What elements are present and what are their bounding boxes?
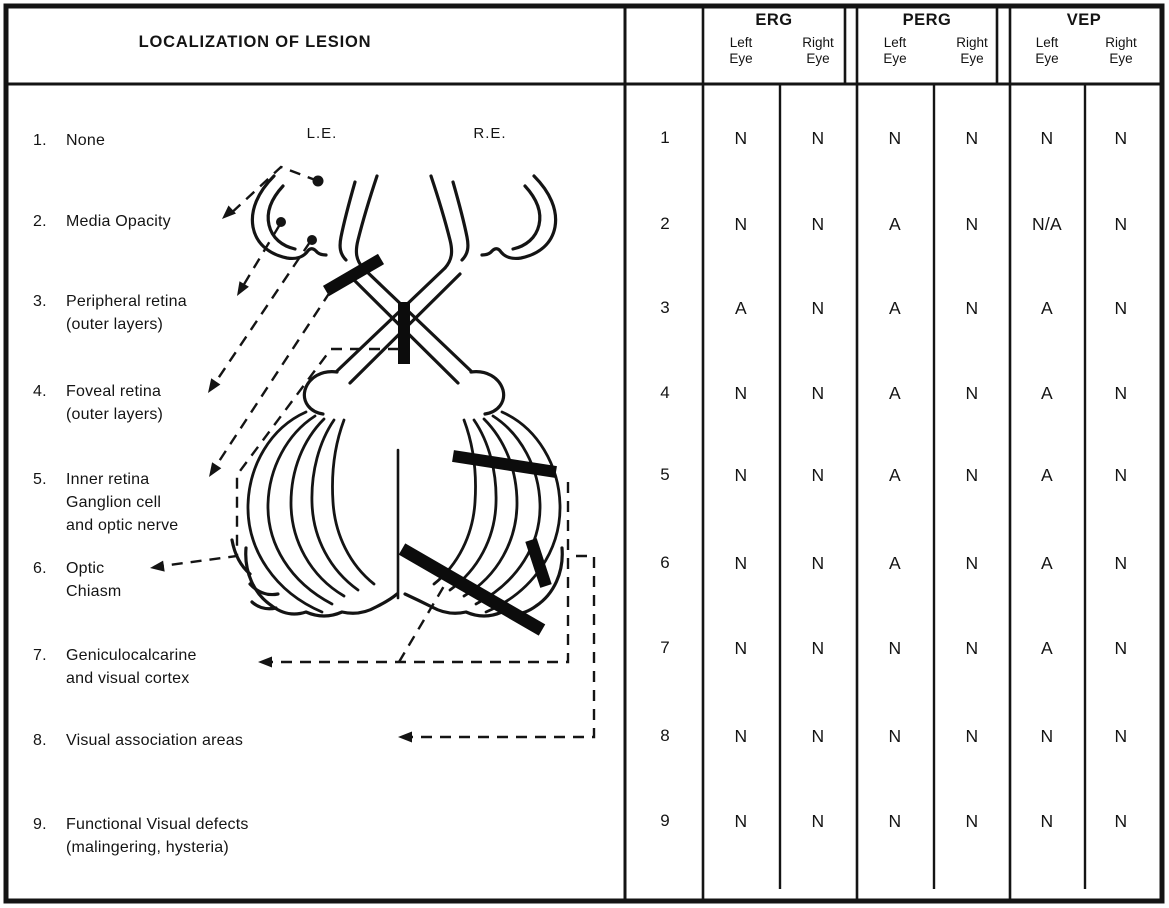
column-group-perg: PERG <box>902 11 952 29</box>
lesion-label: Ganglion cell <box>66 494 162 511</box>
table-cell: N <box>811 726 825 746</box>
lesion-label: (outer layers) <box>66 406 164 423</box>
table-cell: N/A <box>1031 214 1063 234</box>
row-number: 1 <box>660 128 670 147</box>
table-cell: A <box>889 383 901 403</box>
arrowhead-association-areas <box>398 732 412 743</box>
lesion-label: Inner retina <box>66 471 150 488</box>
table-cell: N <box>734 214 748 234</box>
column-group-vep: VEP <box>1066 11 1102 29</box>
column-group-erg: ERG <box>755 11 793 29</box>
right-geniculate-body <box>471 372 504 414</box>
table-cell: N <box>811 298 825 318</box>
lesion-label: Media Opacity <box>66 213 171 230</box>
lesion-label: and visual cortex <box>66 670 190 687</box>
table-cell: N <box>965 383 979 403</box>
table-cell: N <box>965 726 979 746</box>
lesion-bar-optic-nerve <box>326 259 381 291</box>
lesion-number: 9. <box>33 816 47 833</box>
table-cell: N <box>1114 465 1128 485</box>
table-cell: A <box>1041 553 1053 573</box>
column-header-erg-right: Right Eye <box>802 35 834 66</box>
table-cell: N <box>734 383 748 403</box>
arrowhead-peripheral-retina <box>237 281 249 296</box>
lesion-label: and optic nerve <box>66 517 179 534</box>
arrowhead-media-opacity <box>222 206 236 220</box>
lesion-number: 1. <box>33 132 47 149</box>
table-cell: N <box>965 298 979 318</box>
arrowhead-foveal-retina <box>208 378 220 393</box>
table-cell: A <box>735 298 747 318</box>
table-cell: N <box>811 214 825 234</box>
column-header-perg-left: Left Eye <box>883 35 907 66</box>
table-cell: N <box>1114 726 1128 746</box>
table-cell: N <box>734 811 748 831</box>
opacity-dot-peripheral <box>276 217 286 227</box>
table-cell: N <box>1040 726 1054 746</box>
table-cell: N <box>734 726 748 746</box>
table-cell: A <box>1041 383 1053 403</box>
pointer-lines <box>154 167 594 737</box>
table-cell: N <box>965 465 979 485</box>
page-title: LOCALIZATION OF LESION <box>138 33 372 51</box>
pointer-media-opacity <box>227 167 318 217</box>
table-cell: N <box>1114 638 1128 658</box>
table-cell: N <box>734 128 748 148</box>
table-cell: N <box>1040 128 1054 148</box>
table-cell: N <box>965 638 979 658</box>
table-cell: N <box>965 128 979 148</box>
table-cell: N <box>734 553 748 573</box>
lesion-label: Visual association areas <box>66 732 244 749</box>
lesion-item-9 <box>33 813 249 859</box>
lesion-item-1 <box>33 129 105 152</box>
left-eye-label: L.E. <box>306 125 338 142</box>
pointer-association-areas <box>402 556 594 737</box>
column-header-vep-left: Left Eye <box>1035 35 1059 66</box>
table-cell: N <box>1114 128 1128 148</box>
pointer-geniculocalcarine <box>262 477 568 662</box>
column-header-erg-left: Left Eye <box>729 35 753 66</box>
lesion-number: 6. <box>33 560 47 577</box>
table-cell: N <box>811 638 825 658</box>
lesion-item-2 <box>33 210 171 233</box>
lesion-label: Peripheral retina <box>66 293 187 310</box>
row-number: 6 <box>660 553 670 572</box>
table-cell: N <box>1114 811 1128 831</box>
right-eye-drawing <box>431 176 556 268</box>
lesion-label: (malingering, hysteria) <box>66 839 229 856</box>
lesion-number: 7. <box>33 647 47 664</box>
lesion-label: Chiasm <box>66 583 122 600</box>
column-header-perg-right: Right Eye <box>956 35 988 66</box>
lesion-label: Foveal retina <box>66 383 162 400</box>
visual-pathway-diagram <box>232 176 562 616</box>
lesion-item-5 <box>33 468 178 537</box>
arrowhead-inner-retina <box>209 462 221 477</box>
lesion-item-7 <box>33 644 197 690</box>
lesion-number: 5. <box>33 471 47 488</box>
lesion-label: Functional Visual defects <box>66 816 249 833</box>
table-cell: N <box>811 128 825 148</box>
pointer-foveal-retina <box>211 242 310 389</box>
table-cell: N <box>1114 553 1128 573</box>
table-cell: N <box>811 383 825 403</box>
pointer-optic-chiasm <box>154 349 399 567</box>
table-cell: N <box>1114 298 1128 318</box>
lesion-item-3 <box>33 290 187 336</box>
lesion-item-4 <box>33 380 163 426</box>
table-cell: N <box>888 811 902 831</box>
table-cell: A <box>889 553 901 573</box>
table-cell: N <box>811 465 825 485</box>
row-number: 7 <box>660 638 670 657</box>
lesion-label: None <box>66 132 106 149</box>
table-cell: A <box>1041 298 1053 318</box>
arrowhead-optic-chiasm <box>150 561 165 572</box>
table-cell: N <box>888 638 902 658</box>
column-header-vep-right: Right Eye <box>1105 35 1137 66</box>
table-cell: A <box>889 214 901 234</box>
arrowhead-geniculocalcarine <box>258 657 272 668</box>
lesion-label: Optic <box>66 560 105 577</box>
table-cell: N <box>888 128 902 148</box>
table-cell: N <box>811 811 825 831</box>
table-cell: N <box>734 638 748 658</box>
table-cell: A <box>889 298 901 318</box>
table-cell: N <box>1114 383 1128 403</box>
table-cell: N <box>888 726 902 746</box>
row-number: 5 <box>660 465 670 484</box>
row-number: 3 <box>660 298 670 317</box>
left-eye-drawing <box>252 176 377 268</box>
lesion-number: 3. <box>33 293 47 310</box>
row-number: 9 <box>660 811 670 830</box>
table-cell: N <box>965 553 979 573</box>
table-cell: A <box>1041 465 1053 485</box>
table-cell: N <box>965 811 979 831</box>
lesion-number: 8. <box>33 732 47 749</box>
lesion-item-6 <box>33 557 121 603</box>
right-eye-label: R.E. <box>473 125 507 142</box>
table-cell: N <box>965 214 979 234</box>
row-number: 8 <box>660 726 670 745</box>
table-cell: N <box>1114 214 1128 234</box>
table-cell: N <box>734 465 748 485</box>
row-number: 4 <box>660 383 670 402</box>
lesion-label: (outer layers) <box>66 316 164 333</box>
left-optic-radiation <box>248 412 374 612</box>
table-cell: N <box>1040 811 1054 831</box>
lesion-number: 2. <box>33 213 47 230</box>
row-number: 2 <box>660 214 670 233</box>
table-cell: A <box>889 465 901 485</box>
table-cell: A <box>1041 638 1053 658</box>
pointer-inner-retina <box>212 292 330 472</box>
lesion-label: Geniculocalcarine <box>66 647 197 664</box>
lesion-item-8 <box>33 729 243 752</box>
lesion-number: 4. <box>33 383 47 400</box>
lesion-bar-radiation <box>453 456 556 472</box>
table-cell: N <box>811 553 825 573</box>
